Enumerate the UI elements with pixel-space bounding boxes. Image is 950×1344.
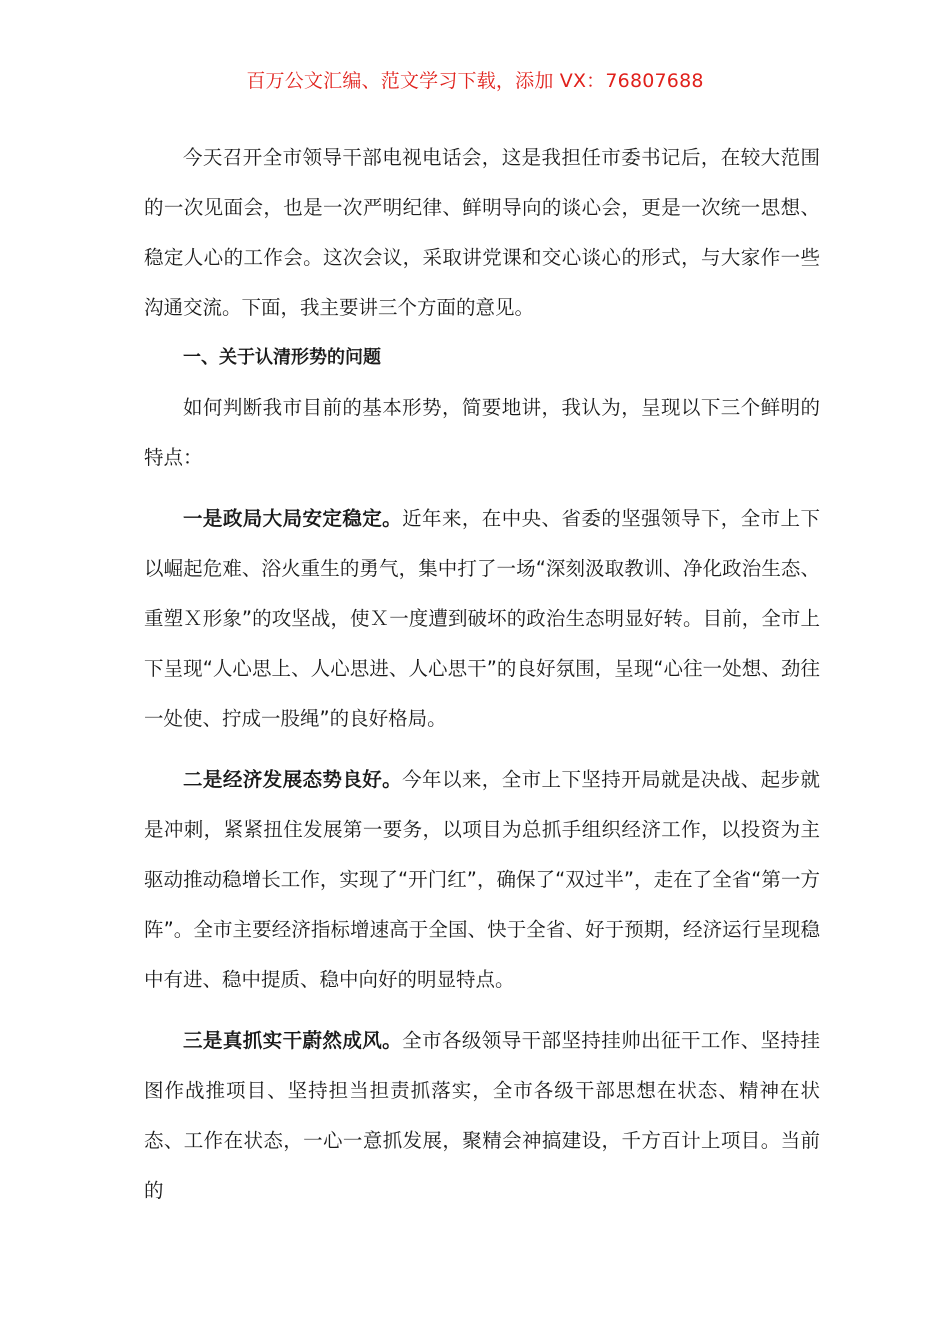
point-title-3: 三是真抓实干蔚然成风。 (183, 1029, 403, 1052)
point-title-1: 一是政局大局安定稳定。 (183, 507, 403, 530)
point-body-3: 全市各级领导干部坚持挂帅出征干工作、坚持挂图作战推项目、坚持担当担责抓落实，全市各级干部思想在状态、精神在状态、工作在状态，一心一意抓发展，聚精会神搞建设，千方百计上项目。当前的 (144, 1029, 820, 1202)
point-body-1: 近年来，在中央、省委的坚强领导下，全市上下以崛起危难、浴火重生的勇气，集中打了一场“深刻汲取教训、净化政治生态、重塑Ｘ形象”的攻坚战，使Ｘ一度遭到破坏的政治生态明显好转。目前，全市上下呈现“人心思上、人心思进、人心思干”的良好氛围，呈现“心往一处想、劲往一处使、拧成一股绳”的良好格局。 (144, 507, 820, 730)
point-paragraph-2 (144, 755, 820, 1005)
section-lead-paragraph: 如何判断我市目前的基本形势，简要地讲，我认为，呈现以下三个鲜明的特点： (144, 396, 820, 469)
document-body (144, 133, 820, 1216)
section-heading: 一、关于认清形势的问题 (183, 347, 381, 368)
promo-banner-text: 百万公文汇编、范文学习下载，添加 VX：76807688 (246, 70, 704, 92)
point-title-2: 二是经济发展态势良好。 (183, 768, 403, 791)
point-paragraph-3 (144, 1016, 820, 1216)
point-body-2: 今年以来，全市上下坚持开局就是决战、起步就是冲刺，紧紧扭住发展第一要务，以项目为总抓手组织经济工作，以投资为主驱动推动稳增长工作，实现了“开门红”，确保了“双过半”，走在了全省“第一方阵”。全市主要经济指标增速高于全国、快于全省、好于预期，经济运行呈现稳中有进、稳中提质、稳中向好的明显特点。 (144, 768, 820, 991)
intro-paragraph: 今天召开全市领导干部电视电话会，这是我担任市委书记后，在较大范围的一次见面会，也是一次严明纪律、鲜明导向的谈心会，更是一次统一思想、稳定人心的工作会。这次会议，采取讲党课和交心谈心的形式，与大家作一些沟通交流。下面，我主要讲三个方面的意见。 (144, 146, 820, 319)
point-paragraph-1 (144, 494, 820, 744)
